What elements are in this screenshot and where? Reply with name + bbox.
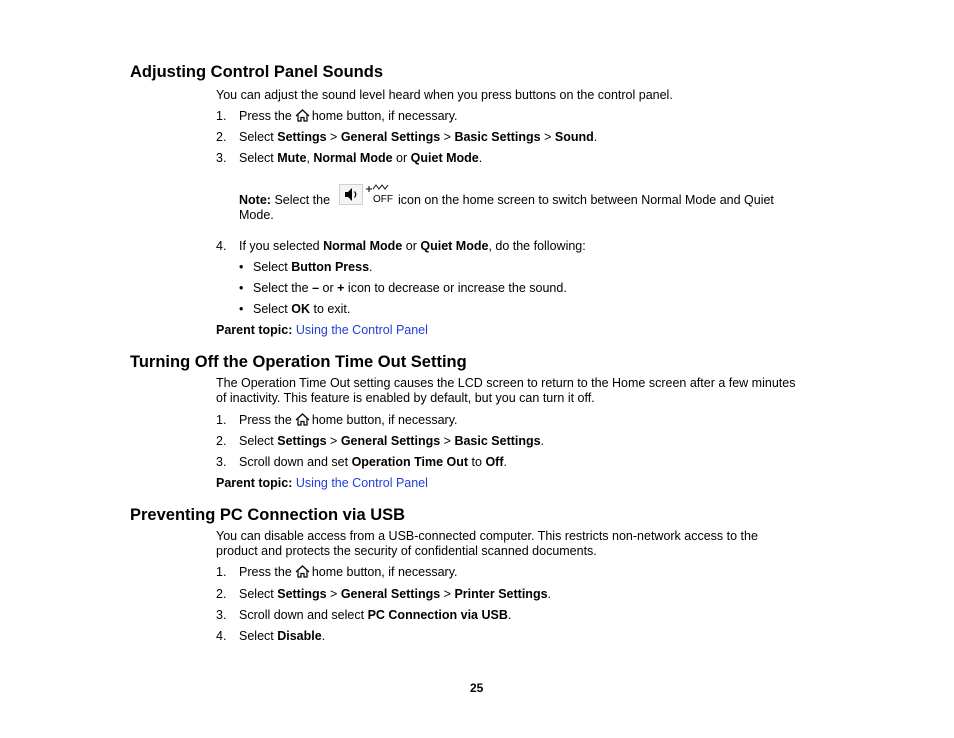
section-title-usb: Preventing PC Connection via USB <box>130 506 406 524</box>
step-text: Select Disable. <box>239 629 326 643</box>
step-text: Select Settings > General Settings > Printer Settings. <box>239 587 552 601</box>
bullet-text: Select OK to exit. <box>253 302 351 316</box>
bullet-marker: • <box>239 281 244 295</box>
step-number: 3. <box>216 455 227 469</box>
section-title-sounds: Adjusting Control Panel Sounds <box>130 63 383 81</box>
step-number: 4. <box>216 629 227 643</box>
section-intro: You can disable access from a USB-connected computer. This restricts non-network access to the <box>216 529 758 543</box>
step-text: Press the home button, if necessary. <box>239 109 458 123</box>
step-number: 3. <box>216 151 227 165</box>
parent-topic-link[interactable]: Using the Control Panel <box>295 323 428 337</box>
step-text: If you selected Normal Mode or Quiet Mode, do the following: <box>239 239 586 253</box>
parent-topic: Parent topic: Using the Control Panel <box>216 476 428 490</box>
step-text: Scroll down and select PC Connection via USB. <box>239 608 512 622</box>
step-text: Scroll down and set Operation Time Out to Off. <box>239 455 507 469</box>
step-number: 2. <box>216 434 227 448</box>
bullet-text: Select the – or + icon to decrease or increase the sound. <box>253 281 567 295</box>
section-intro: You can adjust the sound level heard when you press buttons on the control panel. <box>216 88 673 102</box>
step-number: 4. <box>216 239 227 253</box>
bullet-marker: • <box>239 260 244 274</box>
svg-text:OFF: OFF <box>373 194 393 205</box>
section-intro: product and protects the security of confidential scanned documents. <box>216 544 597 558</box>
bullet-marker: • <box>239 302 244 316</box>
section-title-timeout: Turning Off the Operation Time Out Setting <box>130 353 467 371</box>
step-number: 1. <box>216 565 227 579</box>
step-text: Select Mute, Normal Mode or Quiet Mode. <box>239 151 483 165</box>
parent-topic-link[interactable]: Using the Control Panel <box>295 476 428 490</box>
note-text: Note: Select the <box>239 193 331 207</box>
bullet-text: Select Button Press. <box>253 260 373 274</box>
step-number: 3. <box>216 608 227 622</box>
step-number: 2. <box>216 587 227 601</box>
parent-topic: Parent topic: Using the Control Panel <box>216 323 428 337</box>
page-number: 25 <box>470 681 484 695</box>
step-number: 2. <box>216 130 227 144</box>
step-text: Press the home button, if necessary. <box>239 565 458 579</box>
note-text-line2: Mode. <box>239 208 274 222</box>
section-intro: The Operation Time Out setting causes the LCD screen to return to the Home screen after a few minutes <box>216 376 796 390</box>
section-intro: of inactivity. This feature is enabled by default, but you can turn it off. <box>216 391 595 405</box>
note-text-cont: icon on the home screen to switch between Normal Mode and Quiet <box>398 193 774 207</box>
step-number: 1. <box>216 109 227 123</box>
step-text: Select Settings > General Settings > Basic Settings. <box>239 434 545 448</box>
step-text: Select Settings > General Settings > Basic Settings > Sound. <box>239 130 598 144</box>
home-icon <box>295 565 310 578</box>
sound-mode-icon <box>339 183 395 207</box>
step-number: 1. <box>216 413 227 427</box>
home-icon <box>295 413 310 426</box>
step-text: Press the home button, if necessary. <box>239 413 458 427</box>
home-icon <box>295 109 310 122</box>
